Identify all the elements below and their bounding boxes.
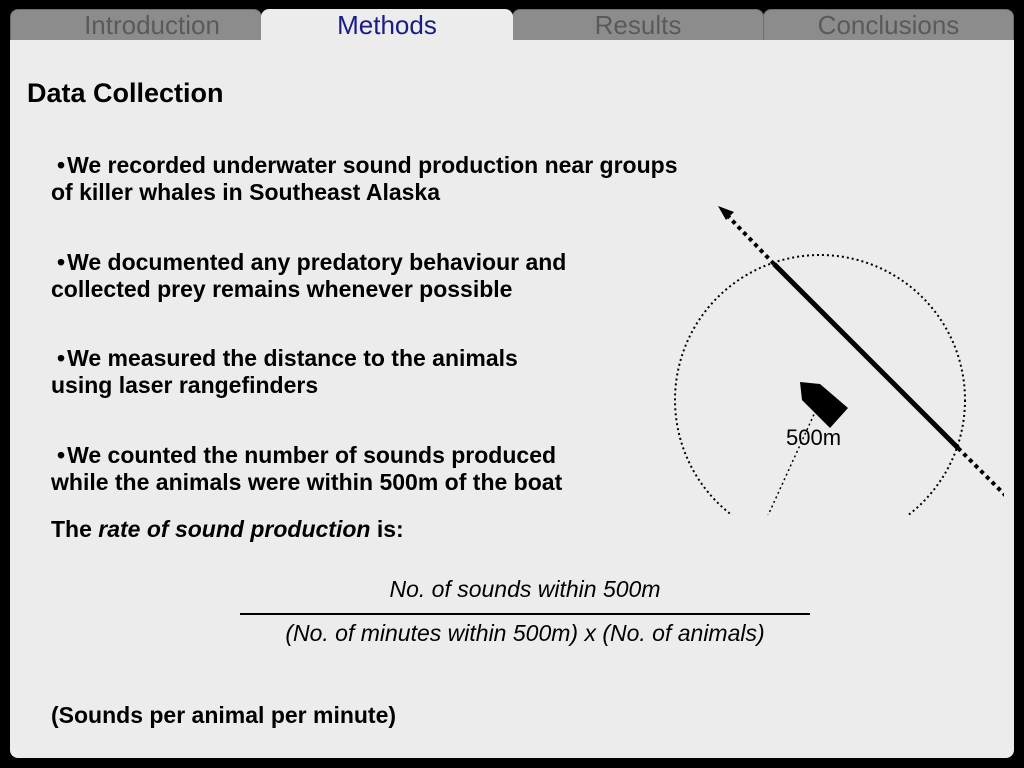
bullet-item: [51, 345, 518, 399]
bullet-dot: •: [57, 345, 66, 371]
tab-methods[interactable]: [261, 9, 513, 42]
tab-bar: [10, 9, 1014, 41]
tab-results-label: Results: [594, 10, 682, 40]
tab-conclusions[interactable]: [763, 9, 1014, 40]
bullet-dot: •: [57, 442, 66, 468]
track-dotted-start: [726, 214, 774, 264]
bullet-dot: •: [57, 249, 66, 275]
units-label: (Sounds per animal per minute): [51, 702, 397, 728]
rate-statement: [51, 516, 404, 543]
tab-conclusions-label: Conclusions: [817, 10, 960, 40]
bullet-item: [51, 152, 677, 206]
formula-denominator: (No. of minutes within 500m) x (No. of animals): [285, 620, 765, 646]
boat-icon: [800, 382, 848, 428]
bullet-line: of killer whales in Southeast Alaska: [51, 179, 441, 205]
fraction-bar: [240, 613, 810, 615]
rate-suffix: is:: [370, 516, 404, 542]
bullet-item: [51, 249, 566, 303]
arrow-head: [718, 206, 734, 220]
section-title: Data Collection: [27, 78, 224, 108]
bullet-item: [51, 442, 562, 496]
bullet-line: We measured the distance to the animals: [67, 345, 518, 371]
radius-label: 500m: [786, 425, 842, 450]
bullet-line: We documented any predatory behaviour and: [67, 249, 567, 275]
bullet-line: using laser rangefinders: [51, 372, 319, 398]
formula-numerator: No. of sounds within 500m: [389, 576, 661, 602]
bullet-dot: •: [57, 152, 66, 178]
track-solid: [774, 264, 958, 448]
tab-introduction-label: Introduction: [84, 10, 220, 40]
track-dotted-end: [958, 448, 1004, 496]
bullet-line: while the animals were within 500m of the boat: [51, 469, 563, 495]
tab-methods-label: Methods: [337, 10, 437, 40]
bullet-line: collected prey remains whenever possible: [51, 276, 513, 302]
bullet-line: We counted the number of sounds produced: [67, 442, 557, 468]
rate-prefix: The: [51, 516, 99, 542]
rate-emphasis: rate of sound production: [98, 516, 371, 542]
bullet-line: We recorded underwater sound production near groups: [67, 152, 678, 178]
tab-results[interactable]: [512, 9, 764, 40]
tab-introduction[interactable]: [10, 9, 262, 40]
boat-range-diagram: [660, 160, 1004, 515]
